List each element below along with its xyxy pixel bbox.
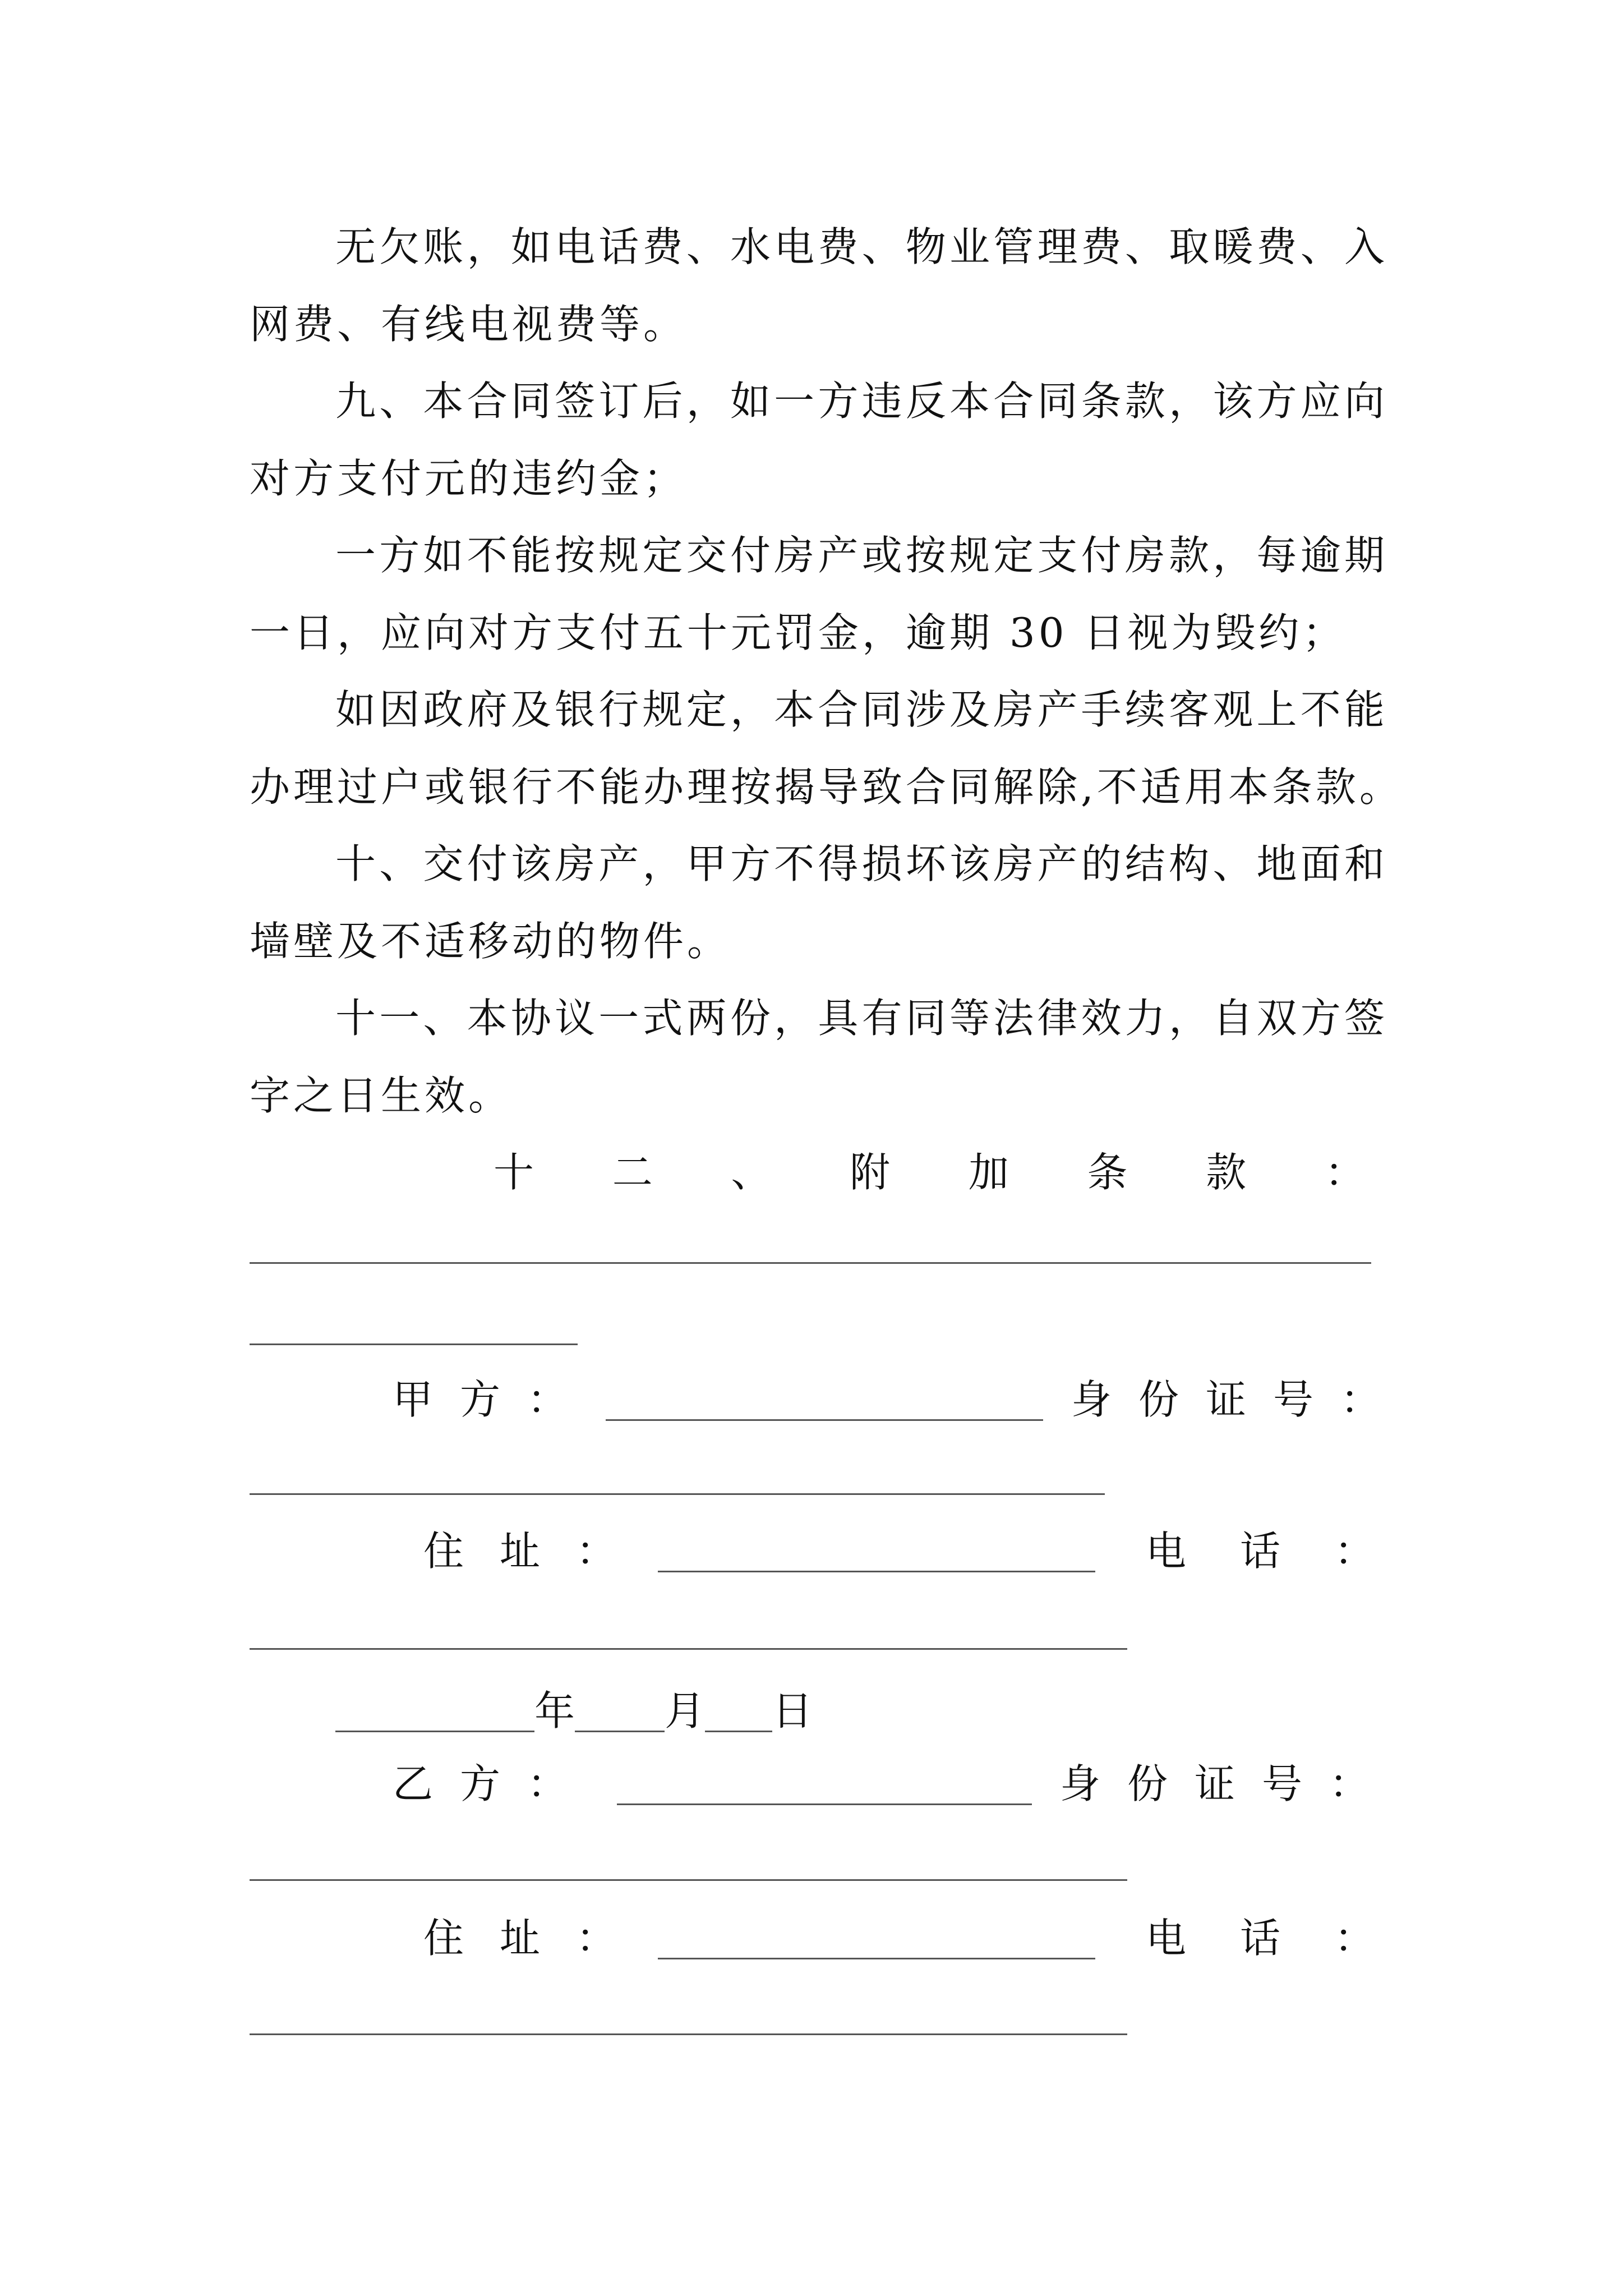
party-a-phone-field[interactable] xyxy=(250,1648,1127,1650)
party-b-label: 乙方： xyxy=(393,1760,595,1807)
day-label: 日 xyxy=(772,1687,813,1734)
party-a-name-field[interactable] xyxy=(606,1386,1043,1421)
clause-9-line: 九、本合同签订后，如一方违反本合同条款，该方应向 xyxy=(335,378,1388,425)
clause-12-heading: 十二、附加条款： xyxy=(494,1149,1368,1196)
party-a-address-row xyxy=(423,1523,1428,1579)
party-a-row xyxy=(393,1372,1408,1428)
clause-10-line: 十、交付该房产，甲方不得损坏该房产的结构、地面和 xyxy=(335,840,1388,887)
month-field[interactable] xyxy=(575,1697,665,1732)
clause-11-line: 字之日生效。 xyxy=(250,1072,513,1119)
paragraph-line: 网费、有线电视费等。 xyxy=(250,301,688,348)
party-a-id-label: 身份证号： xyxy=(1071,1376,1408,1423)
sign-date-row xyxy=(335,1683,813,1739)
party-a-address-label: 住址： xyxy=(423,1527,653,1575)
party-a-id-field[interactable] xyxy=(250,1493,1105,1495)
clause-9-exception-line: 如因政府及银行规定，本合同涉及房产手续客观上不能 xyxy=(335,686,1388,733)
party-b-address-label: 住址： xyxy=(423,1915,653,1962)
party-b-phone-label: 电话： xyxy=(1146,1915,1429,1962)
day-field[interactable] xyxy=(705,1697,772,1732)
year-field[interactable] xyxy=(335,1697,534,1732)
additional-terms-blank[interactable] xyxy=(250,1343,578,1345)
clause-9-penalty-line: 一日，应向对方支付五十元罚金，逾期 30 日视为毁约； xyxy=(250,609,1347,656)
additional-terms-blank[interactable] xyxy=(250,1262,1371,1264)
paragraph-line: 无欠账，如电话费、水电费、物业管理费、取暖费、入 xyxy=(335,223,1388,270)
party-b-name-field[interactable] xyxy=(617,1770,1032,1805)
party-a-label: 甲方： xyxy=(393,1376,595,1423)
party-a-phone-label: 电话： xyxy=(1146,1527,1429,1575)
clause-9-line: 对方支付元的违约金； xyxy=(250,455,688,502)
party-b-id-label: 身份证号： xyxy=(1060,1760,1397,1807)
clause-9-penalty-line: 一方如不能按规定交付房产或按规定支付房款，每逾期 xyxy=(335,532,1388,579)
clause-10-line: 墙壁及不适移动的物件。 xyxy=(250,918,731,965)
party-b-address-row xyxy=(423,1910,1428,1966)
clause-11-line: 十一、本协议一式两份，具有同等法律效力，自双方签 xyxy=(335,995,1388,1042)
party-b-id-field[interactable] xyxy=(250,1879,1127,1881)
party-b-phone-field[interactable] xyxy=(250,2033,1127,2035)
party-a-address-field[interactable] xyxy=(658,1537,1095,1572)
party-b-address-field[interactable] xyxy=(658,1924,1095,1959)
clause-9-exception-line: 办理过户或银行不能办理按揭导致合同解除,不适用本条款。 xyxy=(250,763,1403,811)
month-label: 月 xyxy=(665,1687,706,1734)
year-label: 年 xyxy=(534,1687,575,1734)
party-b-row xyxy=(393,1756,1396,1812)
